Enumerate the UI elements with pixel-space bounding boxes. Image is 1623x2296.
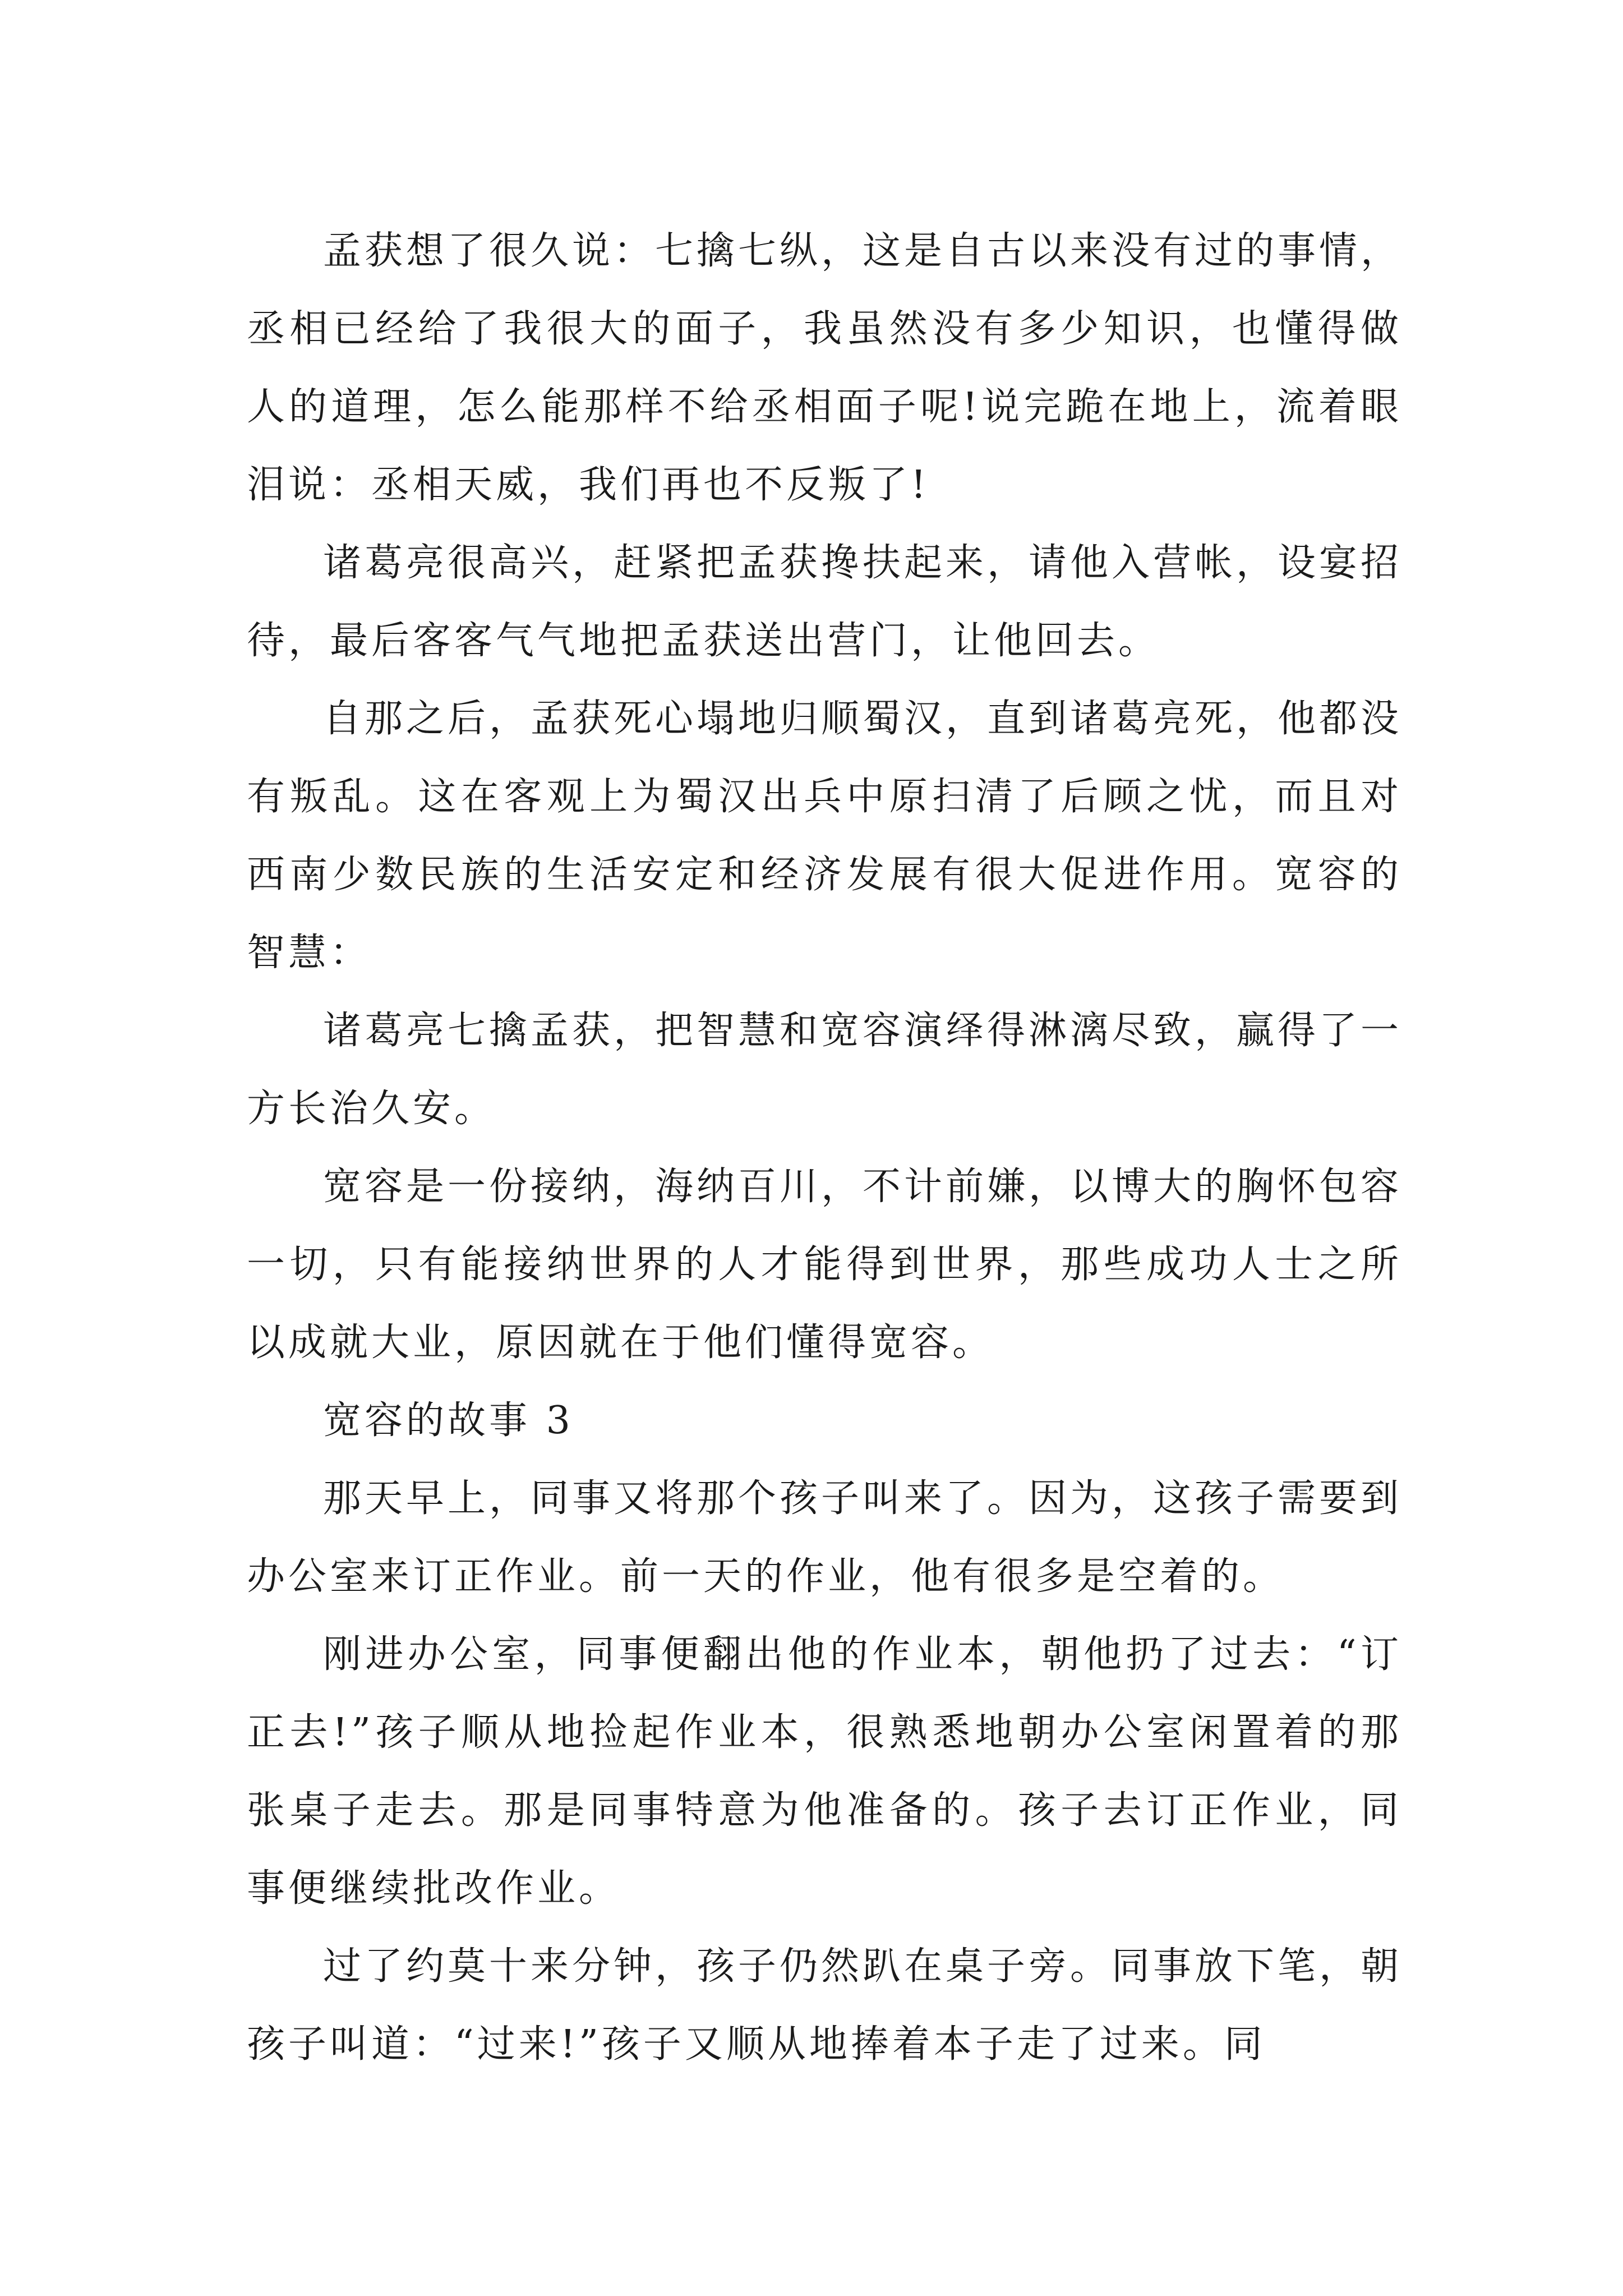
paragraph: 孟获想了很久说：七擒七纵，这是自古以来没有过的事情，丞相已经给了我很大的面子，我虽然没有多少知识，也懂得做人的道理，怎么能那样不给丞相面子呢!说完跪在地上，流着眼泪说：丞相天威，我们再也不反叛了! <box>247 229 1403 507</box>
paragraph: 宽容是一份接纳，海纳百川，不计前嫌，以博大的胸怀包容一切，只有能接纳世界的人才能得到世界，那些成功人士之所以成就大业，原因就在于他们懂得宽容。 <box>247 1165 1403 1365</box>
paragraph: 诸葛亮七擒孟获，把智慧和宽容演绎得淋漓尽致，赢得了一方长治久安。 <box>247 1009 1403 1131</box>
paragraph: 自那之后，孟获死心塌地归顺蜀汉，直到诸葛亮死，他都没有叛乱。这在客观上为蜀汉出兵中原扫清了后顾之忧，而且对西南少数民族的生活安定和经济发展有很大促进作用。宽容的智慧： <box>247 697 1403 975</box>
paragraph: 刚进办公室，同事便翻出他的作业本，朝他扔了过去：“订正去!”孩子顺从地捡起作业本，很熟悉地朝办公室闲置着的那张桌子走去。那是同事特意为他准备的。孩子去订正作业，同事便继续批改作业。 <box>247 1632 1402 1911</box>
paragraph: 诸葛亮很高兴，赶紧把孟获搀扶起来，请他入营帐，设宴招待，最后客客气气地把孟获送出营门，让他回去。 <box>247 541 1403 663</box>
paragraph: 过了约莫十来分钟，孩子仍然趴在桌子旁。同事放下笔，朝孩子叫道：“过来!”孩子又顺从地捧着本子走了过来。同 <box>247 1944 1403 2067</box>
document-body <box>247 212 1402 2083</box>
paragraph: 那天早上，同事又将那个孩子叫来了。因为，这孩子需要到办公室来订正作业。前一天的作业，他有很多是空着的。 <box>247 1476 1403 1599</box>
section-heading: 宽容的故事 3 <box>323 1398 574 1443</box>
